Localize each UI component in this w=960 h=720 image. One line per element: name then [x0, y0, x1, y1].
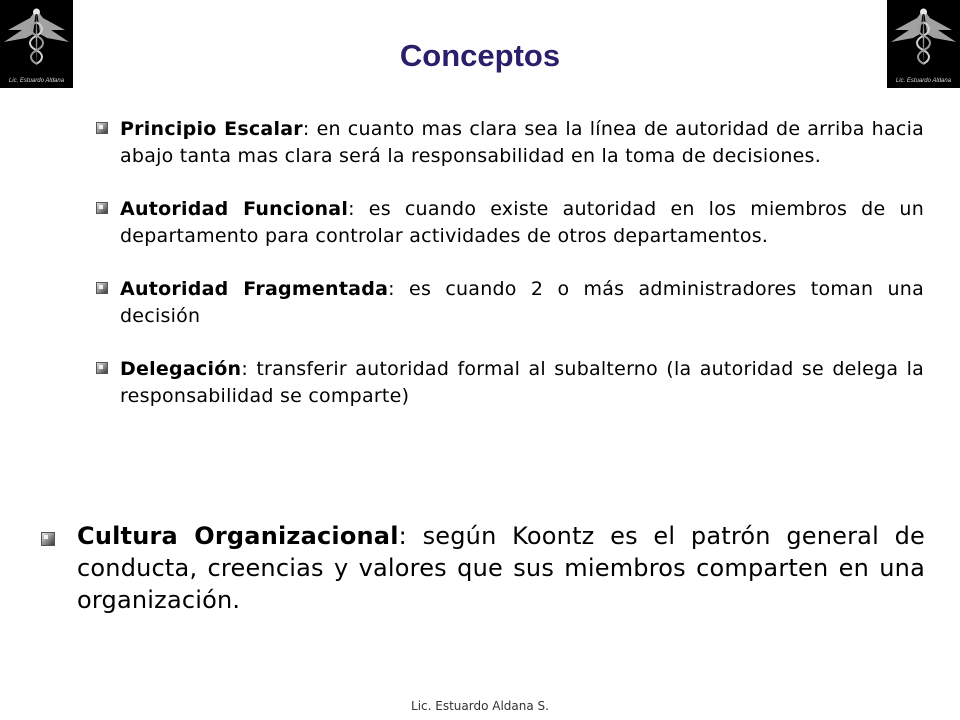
main-concept-term: Cultura Organizacional — [77, 522, 399, 550]
square-bullet-icon — [96, 122, 108, 134]
concept-term: Delegación — [120, 358, 242, 380]
square-bullet-icon — [96, 362, 108, 374]
concept-definition: : en cuanto mas clara sea la línea de autoridad de arriba hacia abajo tanta mas clara será la responsabilidad en la toma de decisiones. — [120, 118, 924, 167]
concept-term: Autoridad Fragmentada — [120, 278, 389, 300]
main-concept-definition: : según Koontz es el patrón general de conducta, creencias y valores que sus miembros comparten en una organización. — [77, 522, 926, 614]
concept-definition: : es cuando 2 o más administradores toman una decisión — [120, 278, 924, 327]
square-bullet-icon — [96, 282, 108, 294]
concept-definition: : transferir autoridad formal al subalterno (la autoridad se delega la responsabilidad se comparte) — [120, 358, 924, 407]
logo-caption: Lic. Estuardo Aldana — [895, 78, 952, 84]
concept-text — [120, 116, 924, 170]
concept-item — [96, 196, 924, 250]
concept-text — [120, 356, 924, 410]
concept-text — [120, 196, 924, 250]
concept-item — [96, 356, 924, 410]
main-concept-text — [77, 520, 925, 616]
main-concept-item — [41, 520, 925, 616]
concept-term: Principio Escalar — [120, 118, 303, 140]
logo-caption: Lic. Estuardo Aldana — [8, 78, 65, 84]
concept-definition: : es cuando existe autoridad en los miembros de un departamento para controlar actividades de otros departamentos. — [120, 198, 924, 247]
concept-term: Autoridad Funcional — [120, 198, 349, 220]
slide-footer: Lic. Estuardo Aldana S. — [411, 699, 549, 713]
concept-text — [120, 276, 924, 330]
concept-item — [96, 276, 924, 330]
slide-title: Conceptos — [399, 38, 561, 73]
square-bullet-icon — [41, 532, 55, 546]
concept-item — [96, 116, 924, 170]
square-bullet-icon — [96, 202, 108, 214]
concept-list — [96, 116, 924, 436]
